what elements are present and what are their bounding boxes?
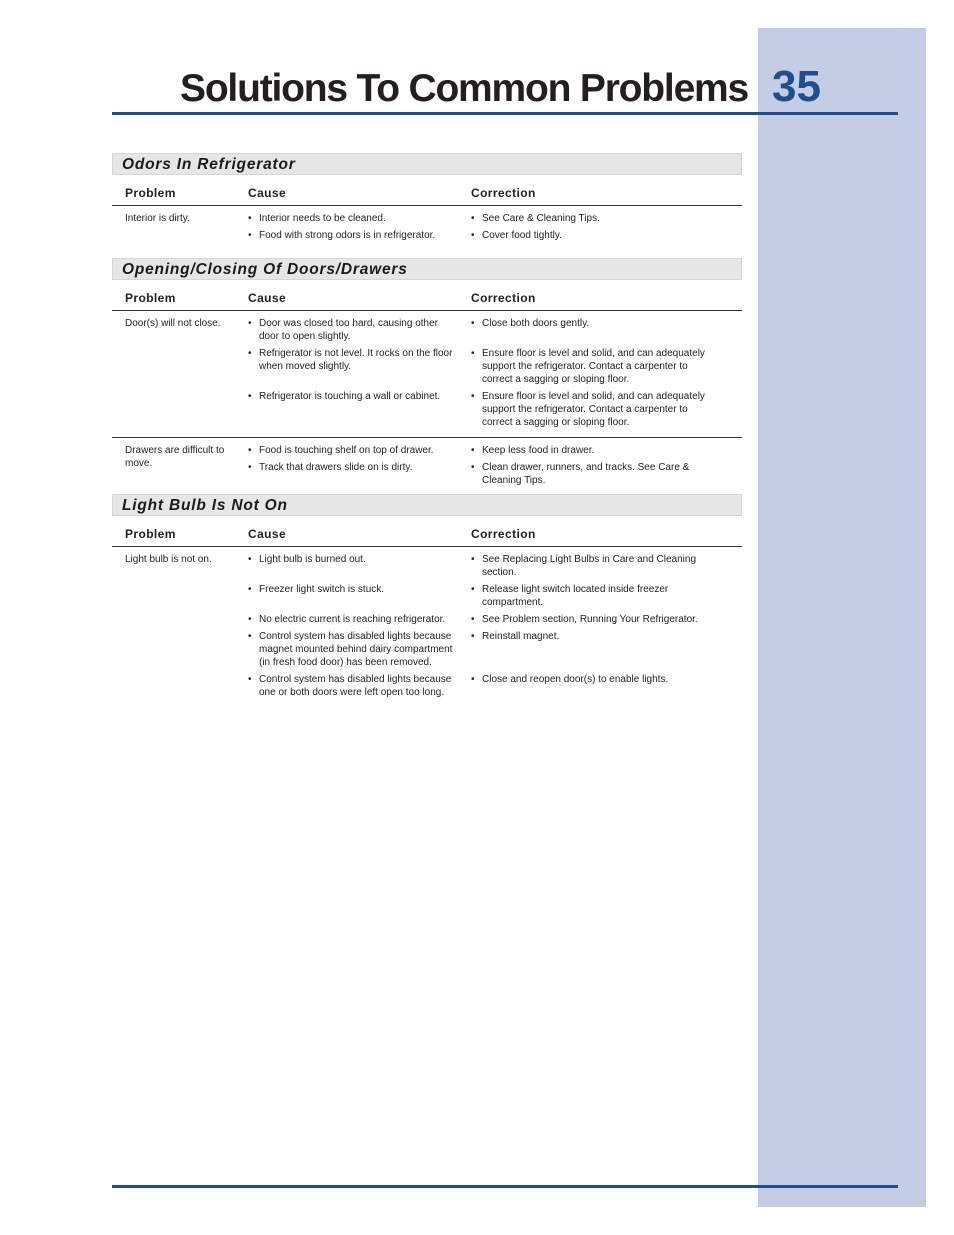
cause-correction-pair — [248, 347, 742, 386]
cause-correction-pair — [248, 553, 742, 579]
header-rule — [112, 112, 898, 115]
correction-item: • Ensure floor is level and solid, and can adequately support the refrigerator. Contact a carpenter to correct a sagging or sloping floor. — [471, 347, 717, 386]
correction-item: • Close both doors gently. — [471, 317, 717, 343]
cause-item: • Light bulb is burned out. — [248, 553, 460, 579]
column-problem: Problem — [125, 186, 176, 200]
footer-rule — [112, 1185, 898, 1188]
section-title: Light Bulb Is Not On — [112, 494, 742, 516]
section-light-bulb — [112, 494, 742, 707]
table-row — [112, 311, 742, 437]
cause-correction-pair — [248, 390, 742, 429]
correction-item: • Keep less food in drawer. — [471, 444, 717, 457]
cause-item: • Interior needs to be cleaned. — [248, 212, 460, 225]
correction-item: • Cover food tightly. — [471, 229, 717, 242]
section-title: Odors In Refrigerator — [112, 153, 742, 175]
column-cause: Cause — [248, 186, 287, 200]
problem-text: Interior is dirty. — [125, 213, 190, 224]
section-odors — [112, 153, 742, 250]
column-problem: Problem — [125, 527, 176, 541]
cause-correction-pair — [248, 630, 742, 669]
section-doors-drawers — [112, 258, 742, 495]
cause-correction-pair — [248, 444, 742, 457]
page-title: Solutions To Common Problems — [180, 67, 749, 110]
cause-correction-pair — [248, 229, 742, 242]
cause-correction-pair — [248, 613, 742, 626]
table-row — [112, 437, 742, 495]
correction-item: • Clean drawer, runners, and tracks. See Care & Cleaning Tips. — [471, 461, 717, 487]
column-cause: Cause — [248, 291, 287, 305]
cause-item: • Refrigerator is not level. It rocks on the floor when moved slightly. — [248, 347, 460, 386]
side-band — [758, 28, 926, 1207]
cause-item: • Food is touching shelf on top of drawer. — [248, 444, 460, 457]
correction-item: • See Care & Cleaning Tips. — [471, 212, 717, 225]
cause-correction-pair — [248, 673, 742, 699]
cause-correction-pair — [248, 583, 742, 609]
column-correction: Correction — [471, 186, 536, 200]
page-number: 35 — [772, 62, 821, 111]
cause-item: • Track that drawers slide on is dirty. — [248, 461, 460, 487]
column-cause: Cause — [248, 527, 287, 541]
correction-item: • Reinstall magnet. — [471, 630, 717, 669]
table-row — [112, 206, 742, 250]
cause-correction-pair — [248, 317, 742, 343]
cause-item: • Control system has disabled lights because one or both doors were left open too long. — [248, 673, 460, 699]
column-headers — [112, 290, 742, 311]
cause-item: • No electric current is reaching refrigerator. — [248, 613, 460, 626]
correction-item: • See Replacing Light Bulbs in Care and Cleaning section. — [471, 553, 717, 579]
cause-item: • Control system has disabled lights because magnet mounted behind dairy compartment (in fresh food door) has been removed. — [248, 630, 460, 669]
section-title: Opening/Closing Of Doors/Drawers — [112, 258, 742, 280]
cause-item: • Food with strong odors is in refrigerator. — [248, 229, 460, 242]
problem-text: Light bulb is not on. — [125, 554, 212, 565]
correction-item: • Close and reopen door(s) to enable lights. — [471, 673, 717, 699]
cause-item: • Freezer light switch is stuck. — [248, 583, 460, 609]
problem-text: Door(s) will not close. — [125, 318, 221, 329]
cause-correction-pair — [248, 461, 742, 487]
correction-item: • Ensure floor is level and solid, and can adequately support the refrigerator. Contact a carpenter to correct a sagging or sloping floor. — [471, 390, 717, 429]
problem-text: Drawers are difficult to move. — [125, 445, 225, 469]
column-headers — [112, 526, 742, 547]
column-headers — [112, 185, 742, 206]
column-problem: Problem — [125, 291, 176, 305]
cause-item: • Refrigerator is touching a wall or cabinet. — [248, 390, 460, 429]
correction-item: • Release light switch located inside freezer compartment. — [471, 583, 717, 609]
column-correction: Correction — [471, 291, 536, 305]
cause-correction-pair — [248, 212, 742, 225]
correction-item: • See Problem section, Running Your Refrigerator. — [471, 613, 717, 626]
cause-item: • Door was closed too hard, causing other door to open slightly. — [248, 317, 460, 343]
table-row — [112, 547, 742, 707]
column-correction: Correction — [471, 527, 536, 541]
